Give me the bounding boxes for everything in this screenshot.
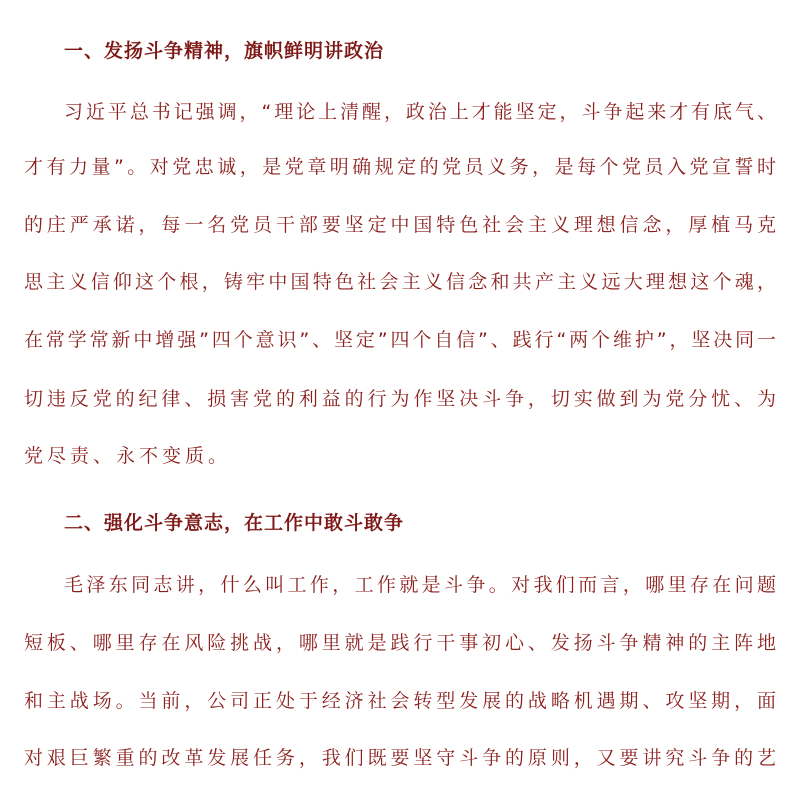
paragraph-1-line-2: 才有力量”。对党忠诚，是党章明确规定的党员义务，是每个党员入党宣誓时	[24, 156, 776, 178]
paragraph-2-line-1: 毛泽东同志讲，什么叫工作，工作就是斗争。对我们而言，哪里存在问题	[64, 574, 776, 596]
paragraph-1-line-6: 切违反党的纪律、损害党的利益的行为作坚决斗争，切实做到为党分忧、为	[24, 388, 776, 410]
paragraph-2-line-4: 对艰巨繁重的改革发展任务，我们既要坚守斗争的原则，又要讲究斗争的艺	[24, 747, 776, 769]
section-heading-2: 二、强化斗争意志，在工作中敢斗敢争	[64, 512, 405, 534]
paragraph-1-line-5: 在常学常新中增强”四个意识”、坚定”四个自信”、践行“两个维护”，坚决同一	[24, 329, 776, 351]
paragraph-2-line-3: 和主战场。当前，公司正处于经济社会转型发展的战略机遇期、攻坚期，面	[24, 690, 776, 712]
paragraph-1-line-7: 党尽责、永不变质。	[24, 445, 232, 467]
paragraph-1-line-1: 习近平总书记强调，“理论上清醒，政治上才能坚定，斗争起来才有底气、	[64, 101, 776, 123]
section-heading-1: 一、发扬斗争精神，旗帜鲜明讲政治	[64, 40, 385, 62]
paragraph-1-line-4: 思主义信仰这个根，铸牢中国特色社会主义信念和共产主义远大理想这个魂，	[24, 271, 776, 293]
paragraph-1-line-3: 的庄严承诺，每一名党员干部要坚定中国特色社会主义理想信念，厚植马克	[24, 214, 776, 236]
paragraph-2-line-2: 短板、哪里存在风险挑战，哪里就是践行干事初心、发扬斗争精神的主阵地	[24, 632, 776, 654]
